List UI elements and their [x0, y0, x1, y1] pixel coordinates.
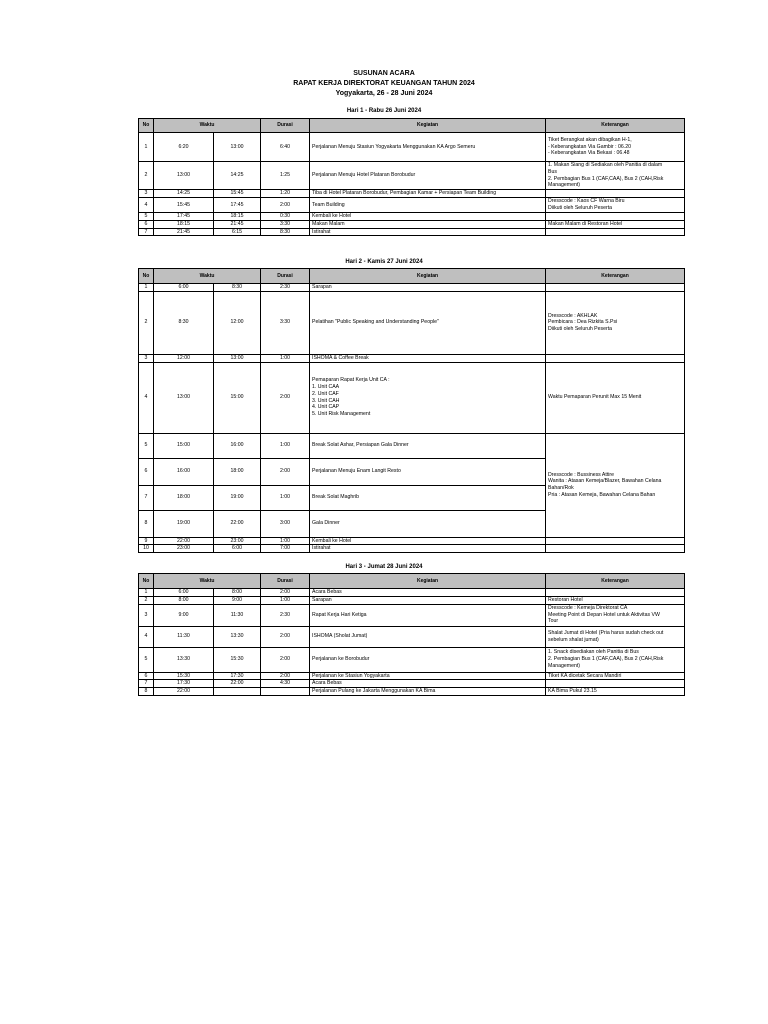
activity-cell	[310, 647, 546, 672]
start-time: 15:00	[154, 433, 214, 458]
table-row	[139, 220, 685, 228]
note-cell	[546, 626, 685, 647]
duration: 2:00	[261, 626, 310, 647]
activity-line: Istirahat	[312, 545, 331, 552]
duration: 2:00	[261, 362, 310, 433]
note-line: Diikuti oleh Seluruh Peserta	[548, 326, 613, 333]
end-time: 15:45	[214, 190, 261, 198]
end-time: 15:30	[214, 647, 261, 672]
start-time: 18:15	[154, 220, 214, 228]
row-number: 3	[139, 190, 154, 198]
start-time: 15:45	[154, 197, 214, 212]
start-time: 22:00	[154, 688, 214, 696]
activity-cell	[310, 190, 546, 198]
duration: 2:00	[261, 458, 310, 485]
activity-cell	[310, 604, 546, 626]
table-row	[139, 604, 685, 626]
duration: 4:30	[261, 680, 310, 688]
duration: 2:30	[261, 284, 310, 292]
start-time: 6:00	[154, 284, 214, 292]
start-time: 13:00	[154, 162, 214, 190]
activity-cell	[310, 433, 546, 458]
end-time: 14:25	[214, 162, 261, 190]
header-waktu: Waktu	[154, 119, 261, 133]
duration: 1:00	[261, 537, 310, 545]
end-time: 18:15	[214, 212, 261, 220]
note-line: Meeting Point di Depan Hotel untuk Aktivitas VW	[548, 611, 660, 618]
day-3-table	[138, 573, 685, 696]
activity-line: Gala Dinner	[312, 520, 340, 527]
duration: 2:00	[261, 647, 310, 672]
note-line: Pembicara : Dea Rizkita S.Psi	[548, 319, 618, 326]
note-line: - Keberangkatan Via Gambir : 06.20	[548, 143, 631, 150]
table-header-row	[139, 574, 685, 589]
activity-line: ISHOMA (Sholat Jumat)	[312, 633, 368, 640]
start-time: 17:45	[154, 212, 214, 220]
start-time: 19:00	[154, 510, 214, 537]
note-cell	[546, 354, 685, 362]
end-time: 23:00	[214, 537, 261, 545]
activity-cell	[310, 688, 546, 696]
duration: 3:30	[261, 291, 310, 354]
header-waktu: Waktu	[154, 574, 261, 589]
start-time: 16:00	[154, 458, 214, 485]
activity-line: Perjalanan Menuju Hotel Plataran Borobudur	[312, 172, 416, 179]
note-line: Bus	[548, 168, 557, 175]
day-1-title: Hari 1 - Rabu 26 Juni 2024	[346, 108, 422, 114]
row-number: 2	[139, 162, 154, 190]
note-cell	[546, 197, 685, 212]
end-time: 13:00	[214, 354, 261, 362]
row-number: 2	[139, 596, 154, 604]
row-number: 4	[139, 362, 154, 433]
note-line: Pria : Atasan Kemeja, Bawahan Celana Bahan	[548, 491, 656, 498]
row-number: 5	[139, 212, 154, 220]
note-line: - Keberangkatan Via Bekasi : 06.48	[548, 150, 630, 157]
row-number: 1	[139, 284, 154, 292]
activity-line: Team Building	[312, 201, 345, 208]
end-time: 17:30	[214, 672, 261, 680]
note-line: 2. Pembagian Bus 1 (CAF,CAA), Bus 2 (CAH,Risk	[548, 656, 664, 663]
start-time: 11:30	[154, 626, 214, 647]
row-number: 7	[139, 680, 154, 688]
note-cell	[546, 284, 685, 292]
header-durasi: Durasi	[261, 269, 310, 284]
duration: 3:30	[261, 220, 310, 228]
row-number: 10	[139, 545, 154, 553]
activity-cell	[310, 162, 546, 190]
activity-line: 4. Unit CAP	[312, 404, 340, 411]
activity-line: Perjalanan Menuju Enam Langit Resto	[312, 468, 401, 475]
duration: 2:00	[261, 197, 310, 212]
duration	[261, 688, 310, 696]
row-number: 6	[139, 458, 154, 485]
start-time: 15:30	[154, 672, 214, 680]
duration: 1:00	[261, 596, 310, 604]
table-row	[139, 162, 685, 190]
end-time: 13:00	[214, 133, 261, 162]
note-cell	[546, 228, 685, 236]
activity-line: 5. Unit Risk Management	[312, 411, 371, 418]
note-cell	[546, 604, 685, 626]
start-time: 22:00	[154, 537, 214, 545]
note-line: 1. Makan Siang di Sediakan oleh Panitia di dalam	[548, 162, 663, 168]
note-line: Restoran Hotel	[548, 596, 583, 603]
note-cell	[546, 647, 685, 672]
activity-line: Pemaparan Rapat Kerja Unit CA :	[312, 377, 390, 384]
row-number: 5	[139, 647, 154, 672]
row-number: 3	[139, 604, 154, 626]
header-waktu: Waktu	[154, 269, 261, 284]
start-time: 23:00	[154, 545, 214, 553]
end-time: 22:00	[214, 510, 261, 537]
activity-line: 1. Unit CAA	[312, 384, 340, 390]
activity-line: Acara Bebas	[312, 680, 342, 687]
note-cell	[546, 596, 685, 604]
row-number: 5	[139, 433, 154, 458]
activity-cell	[310, 354, 546, 362]
note-line: Waktu Pemaparan Perunit Max 15 Menit	[548, 394, 642, 401]
activity-line: Tiba di Hotel Plataran Borobudur, Pembagian Kamar + Persiapan Team Building	[312, 190, 497, 197]
activity-line: Kembali ke Hotel	[312, 537, 352, 544]
header-keterangan: Keterangan	[546, 574, 685, 589]
row-number: 1	[139, 589, 154, 597]
duration: 2:00	[261, 589, 310, 597]
row-number: 1	[139, 133, 154, 162]
table-row	[139, 688, 685, 696]
start-time: 17:30	[154, 680, 214, 688]
activity-cell	[310, 220, 546, 228]
activity-cell	[310, 291, 546, 354]
activity-cell	[310, 458, 546, 485]
note-cell	[546, 545, 685, 553]
document-subtitle: RAPAT KERJA DIREKTORAT KEUANGAN TAHUN 2024	[293, 80, 475, 87]
header-durasi: Durasi	[261, 574, 310, 589]
end-time: 19:00	[214, 485, 261, 510]
header-kegiatan: Kegiatan	[310, 119, 546, 133]
table-row	[139, 647, 685, 672]
end-time: 17:45	[214, 197, 261, 212]
end-time	[214, 688, 261, 696]
start-time: 12:00	[154, 354, 214, 362]
note-cell	[546, 212, 685, 220]
activity-cell	[310, 672, 546, 680]
table-row	[139, 133, 685, 162]
activity-line: Sarapan	[312, 596, 332, 603]
table-row	[139, 212, 685, 220]
activity-cell	[310, 284, 546, 292]
note-line: Tiket Berangkat akan dibagikan H-1,	[548, 136, 632, 143]
activity-cell	[310, 680, 546, 688]
duration: 8:30	[261, 228, 310, 236]
activity-line: Perjalanan Pulang ke Jakarta Menggunakan KA Bima	[312, 688, 436, 695]
header-kegiatan: Kegiatan	[310, 269, 546, 284]
start-time: 21:45	[154, 228, 214, 236]
table-row	[139, 589, 685, 597]
row-number: 4	[139, 626, 154, 647]
day-3-title: Hari 3 - Jumat 28 Juni 2024	[345, 564, 423, 570]
note-cell	[546, 362, 685, 433]
header-keterangan: Keterangan	[546, 269, 685, 284]
table-row	[139, 672, 685, 680]
activity-line: Perjalanan ke Borobudur	[312, 656, 370, 663]
note-cell	[546, 672, 685, 680]
start-time: 6:00	[154, 589, 214, 597]
start-time: 8:30	[154, 291, 214, 354]
note-cell	[546, 162, 685, 190]
start-time: 18:00	[154, 485, 214, 510]
end-time: 15:00	[214, 362, 261, 433]
row-number: 2	[139, 291, 154, 354]
header-durasi: Durasi	[261, 119, 310, 133]
row-number: 6	[139, 672, 154, 680]
end-time: 13:30	[214, 626, 261, 647]
activity-cell	[310, 133, 546, 162]
note-line: Diikuti oleh Seluruh Peserta	[548, 204, 613, 211]
activity-line: Istirahat	[312, 228, 331, 235]
note-line: Dresscode : Kaos CF Warna Biru	[548, 198, 625, 205]
end-time: 21:45	[214, 220, 261, 228]
note-line: Makan Malam di Restoran Hotel	[548, 220, 623, 227]
duration: 2:00	[261, 672, 310, 680]
note-cell	[546, 291, 685, 354]
end-time: 22:00	[214, 680, 261, 688]
row-number: 6	[139, 220, 154, 228]
table-header-row	[139, 119, 685, 133]
note-cell-merged	[546, 433, 685, 537]
activity-cell	[310, 545, 546, 553]
duration: 1:00	[261, 485, 310, 510]
activity-cell	[310, 626, 546, 647]
table-row	[139, 190, 685, 198]
activity-line: Perjalanan Menuju Stasiun Yogyakarta Menggunakan KA Argo Semeru	[312, 143, 476, 150]
activity-line: Break Solat Ashar, Persiapan Gala Dinner	[312, 442, 409, 449]
table-row	[139, 537, 685, 545]
start-time: 8:00	[154, 596, 214, 604]
activity-cell	[310, 228, 546, 236]
activity-line: 2. Unit CAF	[312, 390, 339, 397]
note-cell	[546, 537, 685, 545]
table-row	[139, 291, 685, 354]
note-line: Management)	[548, 182, 581, 189]
end-time: 16:00	[214, 433, 261, 458]
activity-cell	[310, 589, 546, 597]
row-number: 4	[139, 197, 154, 212]
activity-line: 3. Unit CAH	[312, 397, 340, 404]
note-cell	[546, 220, 685, 228]
duration: 1:00	[261, 433, 310, 458]
note-cell	[546, 680, 685, 688]
document-title: SUSUNAN ACARA	[353, 70, 415, 77]
note-cell	[546, 190, 685, 198]
table-row	[139, 433, 685, 458]
note-line: 1. Snack disediakan oleh Panitia di Bus	[548, 649, 639, 656]
table-row	[139, 354, 685, 362]
activity-line: Pelatihan "Public Speaking and Understanding People"	[312, 319, 439, 326]
activity-line: Perjalanan ke Stasiun Yogyakarta	[312, 672, 390, 679]
table-row	[139, 680, 685, 688]
day-2-table	[138, 268, 685, 553]
start-time: 13:00	[154, 362, 214, 433]
note-line: Dresscode : Kemeja Direktorat CA	[548, 604, 628, 611]
note-line: Tiket KA dicetak Secara Mandiri	[548, 672, 622, 679]
header-keterangan: Keterangan	[546, 119, 685, 133]
row-number: 7	[139, 485, 154, 510]
activity-line: Rapat Kerja Hari Ketiga	[312, 611, 367, 618]
duration: 1:00	[261, 354, 310, 362]
header-no: No	[139, 574, 154, 589]
row-number: 9	[139, 537, 154, 545]
table-row	[139, 284, 685, 292]
header-no: No	[139, 269, 154, 284]
duration: 1:20	[261, 190, 310, 198]
activity-line: ISHOMA & Coffee Break	[312, 354, 369, 361]
table-row	[139, 197, 685, 212]
note-line: Dresscode : Bussiness Attire	[548, 471, 615, 478]
start-time: 6:20	[154, 133, 214, 162]
note-cell	[546, 589, 685, 597]
activity-cell	[310, 197, 546, 212]
header-kegiatan: Kegiatan	[310, 574, 546, 589]
document-location-date: Yogyakarta, 26 - 28 Juni 2024	[335, 90, 433, 97]
duration: 2:30	[261, 604, 310, 626]
end-time: 8:00	[214, 589, 261, 597]
note-line: Bahan/Rok	[548, 485, 574, 492]
note-line: sebelum shalat jumat)	[548, 636, 599, 643]
duration: 0:30	[261, 212, 310, 220]
activity-cell	[310, 485, 546, 510]
note-cell	[546, 688, 685, 696]
day-2-title: Hari 2 - Kamis 27 Juni 2024	[345, 259, 423, 265]
end-time: 12:00	[214, 291, 261, 354]
activity-line: Break Solat Maghrib	[312, 494, 360, 501]
table-row	[139, 596, 685, 604]
row-number: 3	[139, 354, 154, 362]
note-line: Management)	[548, 662, 581, 669]
note-line: Tour	[548, 618, 559, 625]
row-number: 7	[139, 228, 154, 236]
end-time: 8:30	[214, 284, 261, 292]
header-no: No	[139, 119, 154, 133]
note-line: Dresscode : AKHLAK	[548, 312, 598, 319]
start-time: 9:00	[154, 604, 214, 626]
activity-cell	[310, 537, 546, 545]
end-time: 6:00	[214, 545, 261, 553]
duration: 1:25	[261, 162, 310, 190]
row-number: 8	[139, 688, 154, 696]
activity-cell	[310, 596, 546, 604]
activity-cell	[310, 362, 546, 433]
table-row	[139, 545, 685, 553]
end-time: 6:15	[214, 228, 261, 236]
activity-line: Acara Bebas	[312, 589, 342, 595]
table-row	[139, 626, 685, 647]
row-number: 8	[139, 510, 154, 537]
activity-line: Makan Malam	[312, 220, 345, 227]
activity-line: Kembali ke Hotel	[312, 212, 352, 219]
end-time: 18:00	[214, 458, 261, 485]
duration: 3:00	[261, 510, 310, 537]
end-time: 11:30	[214, 604, 261, 626]
start-time: 13:30	[154, 647, 214, 672]
day-1-table	[138, 118, 685, 236]
end-time: 9:00	[214, 596, 261, 604]
note-line: KA Bima Pukul 23.15	[548, 688, 597, 695]
note-line: Wanita : Atasan Kemeja/Blazer, Bawahan Celana	[548, 478, 662, 485]
duration: 7:00	[261, 545, 310, 553]
note-line: 2. Pembagian Bus 1 (CAF,CAA), Bus 2 (CAH,Risk	[548, 175, 664, 182]
note-cell	[546, 133, 685, 162]
table-row	[139, 362, 685, 433]
note-line: Shalat Jumat di Hotel (Pria harus sudah check out	[548, 629, 664, 636]
activity-cell	[310, 510, 546, 537]
start-time: 14:25	[154, 190, 214, 198]
table-header-row	[139, 269, 685, 284]
activity-cell	[310, 212, 546, 220]
table-row	[139, 228, 685, 236]
duration: 6:40	[261, 133, 310, 162]
activity-line: Sarapan	[312, 284, 332, 290]
